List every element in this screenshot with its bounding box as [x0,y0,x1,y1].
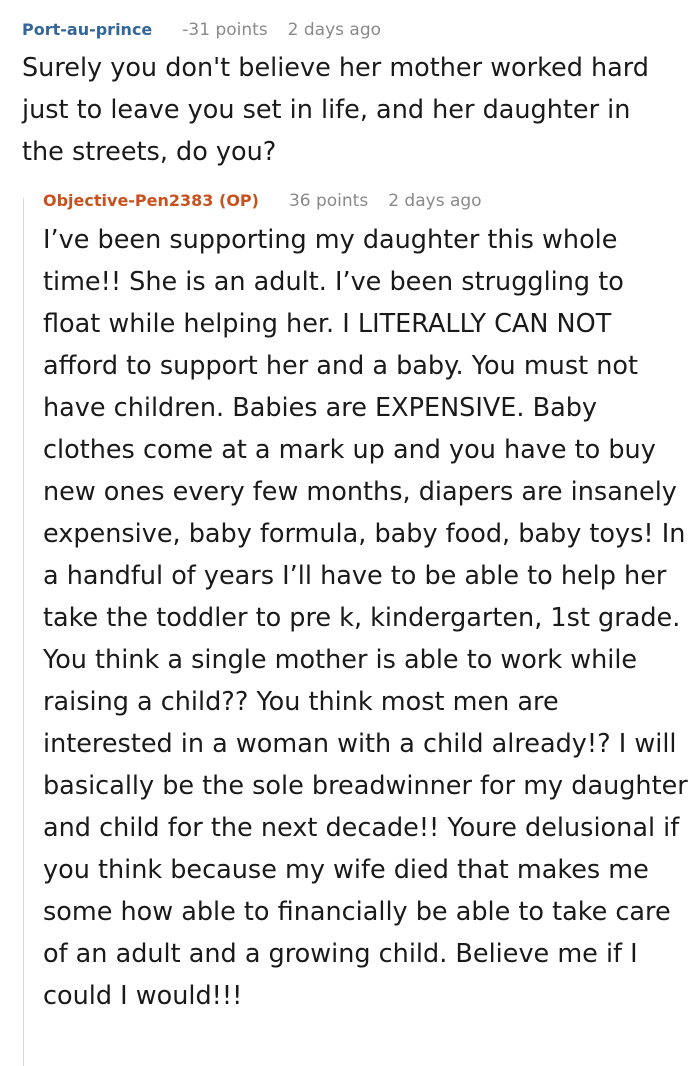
comment-points: -31 points [182,20,268,40]
comment-timestamp[interactable]: 2 days ago [287,20,382,40]
comment-points: 36 points [288,191,369,211]
comment-meta [43,189,693,213]
comment-body: Surely you don't believe her mother worked hard just to leave you set in life, and her daughter in the streets, do you? [22,53,649,167]
comment-meta [22,18,682,42]
reply-thread-line[interactable] [23,198,24,1066]
comment-body: I’ve been supporting my daughter this whole time!! She is an adult. I’ve been struggling to float while helping her. I LITERALLY CAN NOT afford to support her and a baby. You must not have children. Babies are EXPENSIVE. Baby clothes come at a mark up and you have to buy new ones every few months, diapers are insanely expensive, baby formula, baby food, baby toys! In a handful of years I’ll have to be able to help her take the toddler to pre k, kindergarten, 1st grade. You think a single mother is able to work while raising a child?? You think most men are interested in a woman with a child already!? I will basically be the sole breadwinner for my daughter and child for the next decade!! Youre delusional if you think because my wife died that makes me some how able to financially be able to take care of an adult and a growing child. Believe me if I could I would!!! [43,225,688,1011]
op-author-link[interactable]: Objective-Pen2383 (OP) [43,191,259,210]
parent-comment [22,18,682,173]
comment-timestamp[interactable]: 2 days ago [388,191,482,211]
reply-comment [43,189,693,1017]
comment-author-link[interactable]: Port-au-prince [22,20,153,39]
